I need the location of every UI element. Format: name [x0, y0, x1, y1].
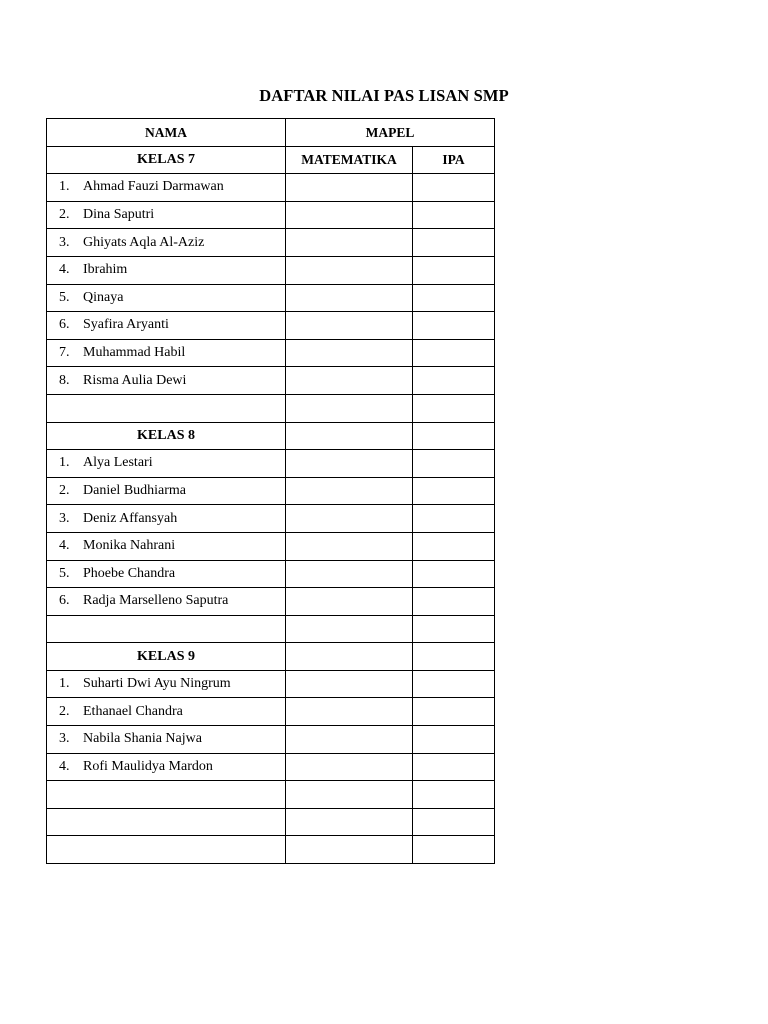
student-name: Muhammad Habil — [83, 345, 186, 361]
ipa-grade-cell[interactable] — [413, 256, 495, 284]
section-row — [47, 422, 495, 450]
ipa-grade-cell[interactable] — [413, 615, 495, 643]
matematika-grade-cell[interactable] — [286, 836, 413, 864]
document-title: DAFTAR NILAI PAS LISAN SMP — [259, 86, 509, 105]
matematika-grade-cell[interactable] — [286, 588, 413, 616]
matematika-grade-cell[interactable] — [286, 808, 413, 836]
blank-row — [47, 394, 495, 422]
student-number: 2. — [59, 703, 70, 719]
student-name: Daniel Budhiarma — [83, 483, 187, 499]
student-row — [47, 588, 495, 616]
student-number: 7. — [59, 345, 70, 361]
header-mapel: MAPEL — [286, 119, 495, 147]
matematika-grade-cell[interactable] — [286, 174, 413, 202]
ipa-grade-cell[interactable] — [413, 394, 495, 422]
ipa-grade-cell[interactable] — [413, 450, 495, 478]
matematika-grade-cell[interactable] — [286, 670, 413, 698]
blank-name-cell[interactable] — [47, 394, 286, 422]
matematika-grade-cell[interactable] — [286, 615, 413, 643]
student-name: Ahmad Fauzi Darmawan — [83, 179, 224, 195]
header-ipa: IPA — [413, 146, 495, 174]
student-row — [47, 560, 495, 588]
student-number: 2. — [59, 207, 70, 223]
matematika-grade-cell[interactable] — [286, 726, 413, 754]
student-cell — [47, 367, 286, 395]
matematika-grade-cell[interactable] — [286, 422, 413, 450]
student-name: Ibrahim — [83, 262, 128, 278]
blank-row — [47, 781, 495, 809]
student-number: 1. — [59, 455, 70, 471]
matematika-grade-cell[interactable] — [286, 698, 413, 726]
ipa-grade-cell[interactable] — [413, 422, 495, 450]
student-row — [47, 753, 495, 781]
ipa-grade-cell[interactable] — [413, 808, 495, 836]
student-row — [47, 477, 495, 505]
student-name: Risma Aulia Dewi — [83, 372, 187, 388]
student-cell — [47, 588, 286, 616]
student-row — [47, 256, 495, 284]
ipa-grade-cell[interactable] — [413, 753, 495, 781]
student-number: 1. — [59, 676, 70, 692]
student-name: Alya Lestari — [83, 455, 153, 471]
blank-name-cell[interactable] — [47, 781, 286, 809]
student-cell — [47, 698, 286, 726]
student-number: 6. — [59, 593, 70, 609]
header-row — [47, 119, 495, 147]
student-cell — [47, 670, 286, 698]
student-row — [47, 450, 495, 478]
student-name: Phoebe Chandra — [83, 565, 176, 581]
matematika-grade-cell[interactable] — [286, 312, 413, 340]
student-cell — [47, 477, 286, 505]
student-cell — [47, 532, 286, 560]
student-number: 1. — [59, 179, 70, 195]
blank-row — [47, 836, 495, 864]
student-name: Ethanael Chandra — [83, 703, 183, 719]
ipa-grade-cell[interactable] — [413, 367, 495, 395]
student-cell — [47, 201, 286, 229]
student-number: 3. — [59, 510, 70, 526]
student-cell — [47, 174, 286, 202]
student-row — [47, 312, 495, 340]
matematika-grade-cell[interactable] — [286, 450, 413, 478]
student-row — [47, 201, 495, 229]
matematika-grade-cell[interactable] — [286, 201, 413, 229]
matematika-grade-cell[interactable] — [286, 229, 413, 257]
student-cell — [47, 726, 286, 754]
matematika-grade-cell[interactable] — [286, 753, 413, 781]
header-name: NAMA — [47, 119, 286, 147]
student-name: Qinaya — [83, 289, 124, 305]
student-cell — [47, 505, 286, 533]
matematika-grade-cell[interactable] — [286, 560, 413, 588]
student-row — [47, 726, 495, 754]
ipa-grade-cell[interactable] — [413, 560, 495, 588]
student-row — [47, 698, 495, 726]
student-cell — [47, 560, 286, 588]
matematika-grade-cell[interactable] — [286, 505, 413, 533]
table-body — [47, 119, 495, 864]
student-name: Nabila Shania Najwa — [83, 731, 202, 747]
ipa-grade-cell[interactable] — [413, 312, 495, 340]
section-label: KELAS 8 — [47, 422, 286, 450]
blank-name-cell[interactable] — [47, 808, 286, 836]
student-row — [47, 670, 495, 698]
matematika-grade-cell[interactable] — [286, 532, 413, 560]
student-number: 4. — [59, 758, 70, 774]
student-number: 6. — [59, 317, 70, 333]
grade-table — [46, 118, 495, 864]
student-row — [47, 174, 495, 202]
matematika-grade-cell[interactable] — [286, 367, 413, 395]
student-cell — [47, 229, 286, 257]
matematika-grade-cell[interactable] — [286, 781, 413, 809]
student-name: Ghiyats Aqla Al-Aziz — [83, 234, 205, 250]
matematika-grade-cell[interactable] — [286, 284, 413, 312]
ipa-grade-cell[interactable] — [413, 174, 495, 202]
student-cell — [47, 450, 286, 478]
student-row — [47, 229, 495, 257]
student-name: Radja Marselleno Saputra — [83, 593, 229, 609]
section-label: KELAS 9 — [47, 643, 286, 671]
student-cell — [47, 753, 286, 781]
section-label: KELAS 7 — [47, 146, 286, 174]
ipa-grade-cell[interactable] — [413, 588, 495, 616]
student-cell — [47, 339, 286, 367]
matematika-grade-cell[interactable] — [286, 394, 413, 422]
ipa-grade-cell[interactable] — [413, 284, 495, 312]
blank-row — [47, 808, 495, 836]
ipa-grade-cell[interactable] — [413, 532, 495, 560]
blank-row — [47, 615, 495, 643]
student-cell — [47, 312, 286, 340]
student-number: 4. — [59, 262, 70, 278]
ipa-grade-cell[interactable] — [413, 229, 495, 257]
matematika-grade-cell[interactable] — [286, 643, 413, 671]
student-name: Syafira Aryanti — [83, 317, 169, 333]
section-row — [47, 643, 495, 671]
student-name: Rofi Maulidya Mardon — [83, 758, 213, 774]
student-row — [47, 339, 495, 367]
student-number: 5. — [59, 289, 70, 305]
student-cell — [47, 284, 286, 312]
student-row — [47, 505, 495, 533]
ipa-grade-cell[interactable] — [413, 477, 495, 505]
blank-name-cell[interactable] — [47, 836, 286, 864]
matematika-grade-cell[interactable] — [286, 256, 413, 284]
matematika-grade-cell[interactable] — [286, 339, 413, 367]
student-row — [47, 367, 495, 395]
student-number: 4. — [59, 538, 70, 554]
ipa-grade-cell[interactable] — [413, 726, 495, 754]
blank-name-cell[interactable] — [47, 615, 286, 643]
student-cell — [47, 256, 286, 284]
ipa-grade-cell[interactable] — [413, 201, 495, 229]
ipa-grade-cell[interactable] — [413, 781, 495, 809]
student-name: Suharti Dwi Ayu Ningrum — [83, 676, 231, 692]
ipa-grade-cell[interactable] — [413, 339, 495, 367]
student-row — [47, 284, 495, 312]
matematika-grade-cell[interactable] — [286, 477, 413, 505]
ipa-grade-cell[interactable] — [413, 836, 495, 864]
ipa-grade-cell[interactable] — [413, 643, 495, 671]
header-matematika: MATEMATIKA — [286, 146, 413, 174]
student-number: 8. — [59, 372, 70, 388]
student-number: 3. — [59, 731, 70, 747]
student-name: Dina Saputri — [83, 207, 155, 223]
student-number: 5. — [59, 565, 70, 581]
student-number: 3. — [59, 234, 70, 250]
ipa-grade-cell[interactable] — [413, 505, 495, 533]
student-name: Deniz Affansyah — [83, 510, 178, 526]
ipa-grade-cell[interactable] — [413, 698, 495, 726]
student-name: Monika Nahrani — [83, 538, 176, 554]
ipa-grade-cell[interactable] — [413, 670, 495, 698]
student-number: 2. — [59, 483, 70, 499]
student-row — [47, 532, 495, 560]
